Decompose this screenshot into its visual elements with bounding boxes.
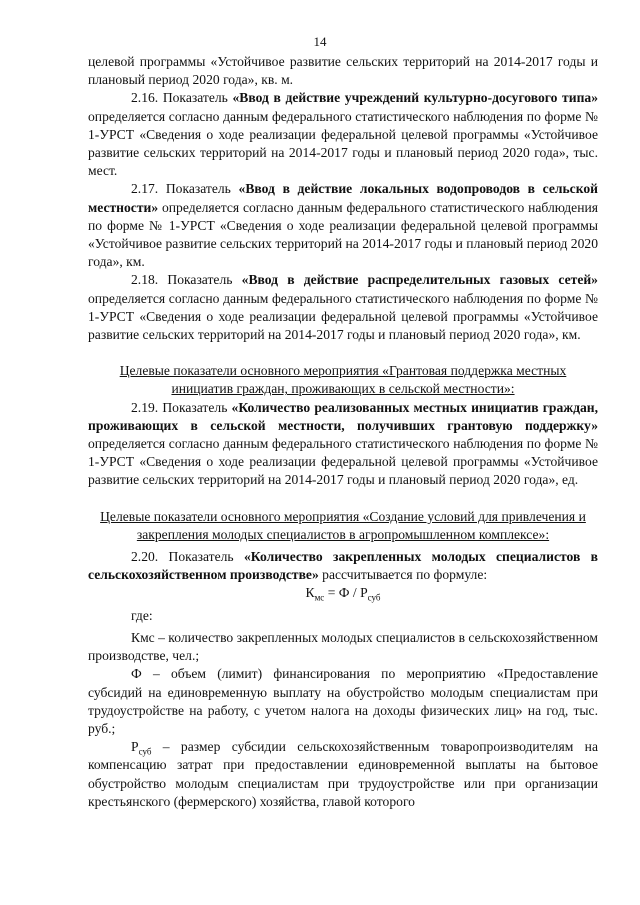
definition-symbol-subscript: суб — [138, 746, 152, 757]
paragraph-text: определяется согласно данным федерального статистического наблюдения по форме № 1-УРСТ «Сведения о ходе реализации федеральной целевой программы «Устойчивое развитие сельских территорий на 2014-2017 годы и плановый период 2020 года», км. — [88, 199, 598, 270]
formula-k: К — [305, 585, 315, 601]
indicator-name: «Ввод в действие распределительных газовых сетей» — [241, 272, 598, 288]
definition-rsub — [88, 738, 598, 811]
paragraph-text: определяется согласно данным федерального статистического наблюдения по форме № 1-УРСТ «Сведения о ходе реализации федеральной целевой программы «Устойчивое развитие сельских территорий на 2014-2017 годы и плановый период 2020 года», км. — [88, 290, 598, 343]
formula-p-subscript: суб — [367, 593, 381, 604]
paragraph-continuation: целевой программы «Устойчивое развитие сельских территорий на 2014-2017 годы и плановый период 2020 года», кв. м. — [88, 54, 598, 88]
item-number: 2.18. Показатель — [131, 272, 242, 288]
definition-kmc: Кмс – количество закрепленных молодых специалистов в сельскохозяйственном производстве, чел.; — [88, 629, 599, 664]
formula-k-subscript: мс — [314, 593, 325, 604]
formula — [88, 584, 598, 602]
item-number: 2.17. Показатель — [131, 181, 239, 197]
formula-body: = Ф / Р — [324, 585, 368, 601]
section-heading-young-specialists: Целевые показатели основного мероприятия «Создание условий для привлечения и закрепления молодых специалистов в агропромышленном комплексе»: — [100, 508, 586, 542]
section-heading-grant-support: Целевые показатели основного мероприятия «Грантовая поддержка местных инициатив граждан, проживающих в сельской местности»: — [119, 363, 567, 397]
document-body — [88, 53, 598, 811]
paragraph-text: определяется согласно данным федерального статистического наблюдения по форме № 1-УРСТ «Сведения о ходе реализации федеральной целевой программы «Устойчивое развитие сельских территорий на 2014-2017 годы и плановый период 2020 года», тыс. мест. — [88, 108, 598, 179]
definition-symbol: Р — [131, 739, 139, 755]
indicator-name: «Количество реализованных местных инициатив граждан, проживающих в сельской местности, получивших грантовую поддержку» — [88, 399, 598, 433]
item-number: 2.20. Показатель — [131, 549, 244, 565]
indicator-name: «Ввод в действие локальных водопроводов в сельской местности» — [88, 181, 598, 215]
paragraph-2-17 — [88, 180, 598, 271]
definition-f: Ф – объем (лимит) финансирования по мероприятию «Предоставление субсидий на единовременную выплату на обустройство молодым специалистам при трудоустройстве на работу, с учетом налога на доходы физических лиц» на год, тыс. руб.; — [88, 666, 598, 736]
indicator-name: «Количество закрепленных молодых специалистов в сельскохозяйственном производстве» — [88, 549, 598, 583]
paragraph-text: определяется согласно данным федерального статистического наблюдения по форме № 1-УРСТ «Сведения о ходе реализации федеральной целевой программы «Устойчивое развитие сельских территорий на 2014-2017 годы и плановый период 2020 года», ед. — [88, 436, 598, 488]
indicator-name: «Ввод в действие учреждений культурно-досугового типа» — [232, 90, 598, 106]
item-number: 2.16. Показатель — [131, 90, 233, 106]
page-number: 14 — [313, 34, 327, 49]
item-number: 2.19. Показатель — [131, 399, 232, 415]
where-label: где: — [131, 607, 153, 623]
paragraph-2-19 — [88, 399, 598, 490]
definition-text: – размер субсидии сельскохозяйственным товаропроизводителям на компенсацию затрат при предоставлении единовременной выплаты на бытовое обустройство молодым специалистам при трудоустройстве или при организации крестьянского (фермерского) хозяйства, главой которого — [88, 739, 598, 809]
paragraph-2-20 — [88, 548, 598, 584]
paragraph-2-18 — [88, 271, 598, 344]
paragraph-2-16 — [88, 89, 598, 180]
paragraph-text: рассчитывается по формуле: — [318, 567, 488, 583]
